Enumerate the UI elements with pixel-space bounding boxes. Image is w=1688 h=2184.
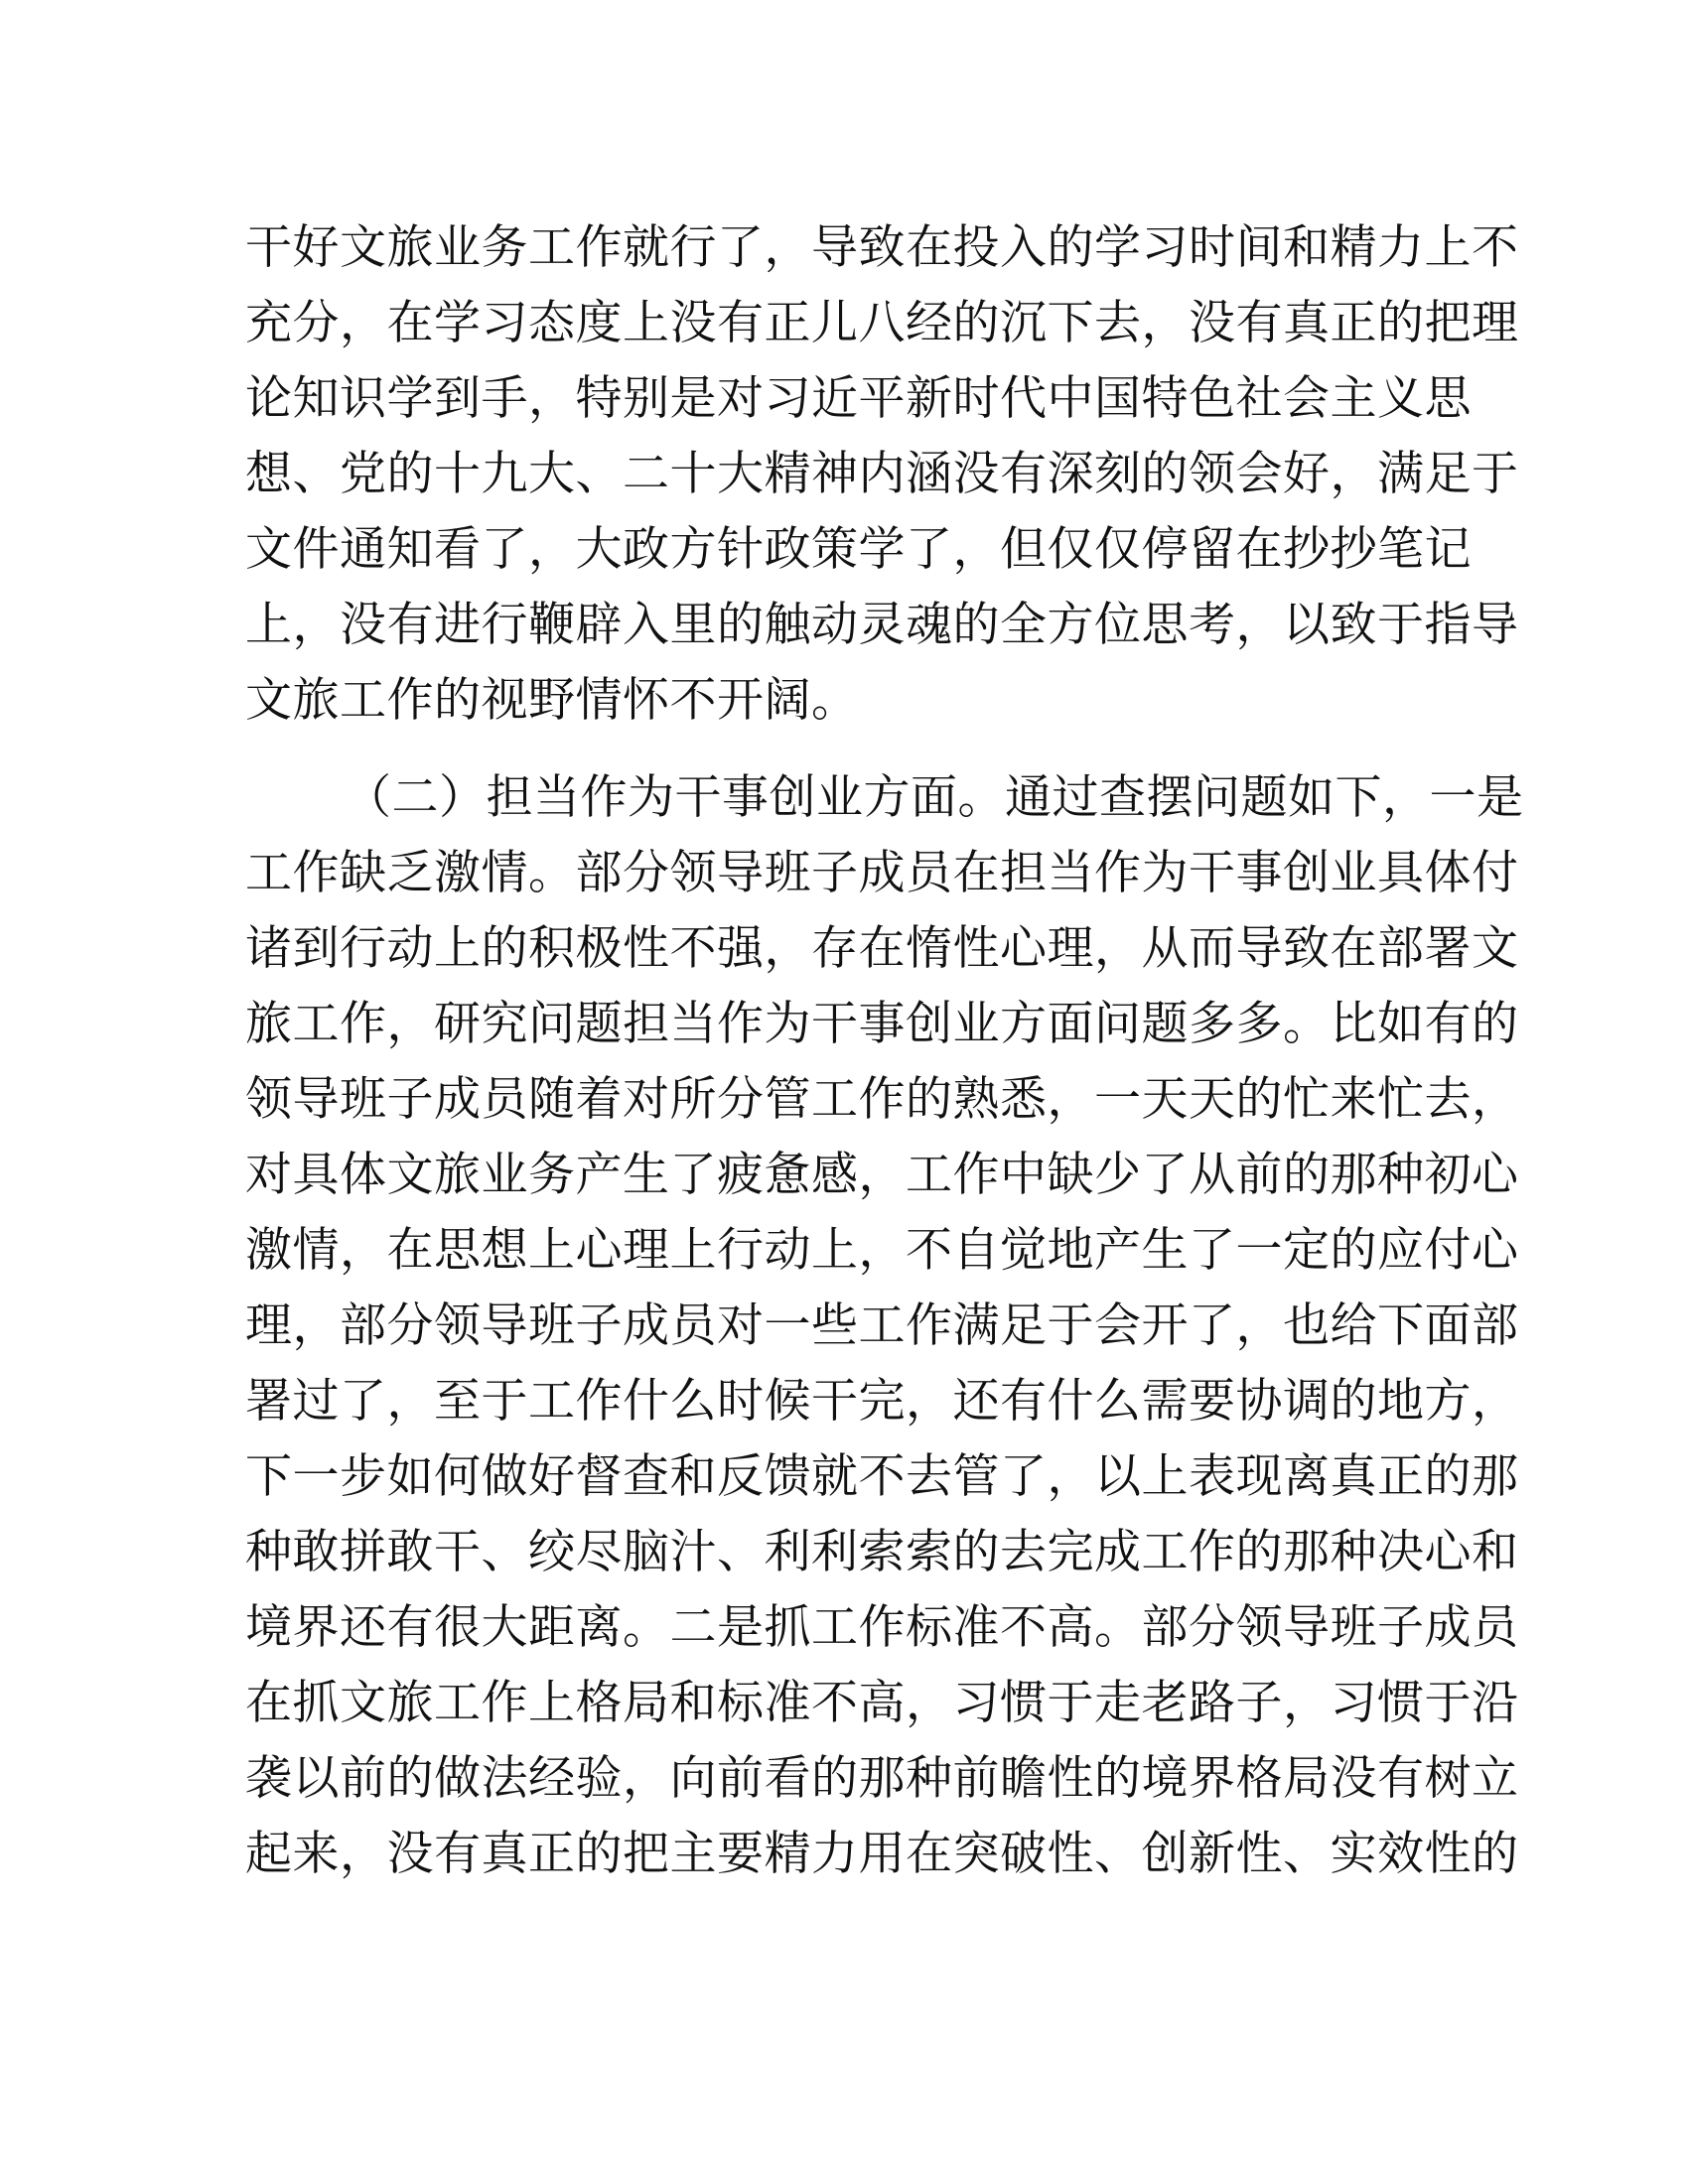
text-line: 干好文旅业务工作就行了，导致在投入的学习时间和精力上不: [245, 220, 1519, 275]
text-line: 袭以前的做法经验，向前看的那种前瞻性的境界格局没有树立: [245, 1751, 1519, 1806]
text-line: 工作缺乏激情。部分领导班子成员在担当作为干事创业具体付: [245, 846, 1519, 900]
text-line: 上，没有进行鞭辟入里的触动灵魂的全方位思考，以致于指导: [245, 598, 1519, 652]
text-line: 署过了，至于工作什么时候干完，还有什么需要协调的地方，: [245, 1374, 1519, 1429]
paragraph-spacing: [245, 739, 1452, 760]
text-line: （二）担当作为干事创业方面。通过查摆问题如下，一是: [345, 770, 1524, 825]
document-body: [245, 210, 1524, 1892]
paragraph-2: [245, 760, 1524, 1892]
text-line: 充分，在学习态度上没有正儿八经的沉下去，没有真正的把理: [245, 296, 1519, 350]
text-line: 下一步如何做好督查和反馈就不去管了，以上表现离真正的那: [245, 1449, 1519, 1504]
text-line: 诸到行动上的积极性不强，存在惰性心理，从而导致在部署文: [245, 921, 1519, 976]
text-line: 种敢拼敢干、绞尽脑汁、利利索索的去完成工作的那种决心和: [245, 1525, 1519, 1579]
text-line: 文旅工作的视野情怀不开阔。: [245, 673, 859, 728]
text-line: 文件通知看了，大政方针政策学了，但仅仅停留在抄抄笔记: [245, 522, 1472, 577]
text-line: 旅工作，研究问题担当作为干事创业方面问题多多。比如有的: [245, 997, 1519, 1051]
text-line: 在抓文旅工作上格局和标准不高，习惯于走老路子，习惯于沿: [245, 1676, 1519, 1730]
text-line: 想、党的十九大、二十大精神内涵没有深刻的领会好，满足于: [245, 447, 1519, 501]
text-line: 境界还有很大距离。二是抓工作标准不高。部分领导班子成员: [245, 1600, 1519, 1655]
text-line: 起来，没有真正的把主要精力用在突破性、创新性、实效性的: [245, 1827, 1519, 1881]
paragraph-1: [245, 210, 1519, 739]
text-line: 论知识学到手，特别是对习近平新时代中国特色社会主义思: [245, 371, 1472, 426]
text-line: 领导班子成员随着对所分管工作的熟悉，一天天的忙来忙去，: [245, 1072, 1519, 1127]
text-line: 激情，在思想上心理上行动上，不自觉地产生了一定的应付心: [245, 1223, 1519, 1278]
text-line: 理，部分领导班子成员对一些工作满足于会开了，也给下面部: [245, 1298, 1519, 1353]
text-line: 对具体文旅业务产生了疲惫感，工作中缺少了从前的那种初心: [245, 1148, 1519, 1202]
